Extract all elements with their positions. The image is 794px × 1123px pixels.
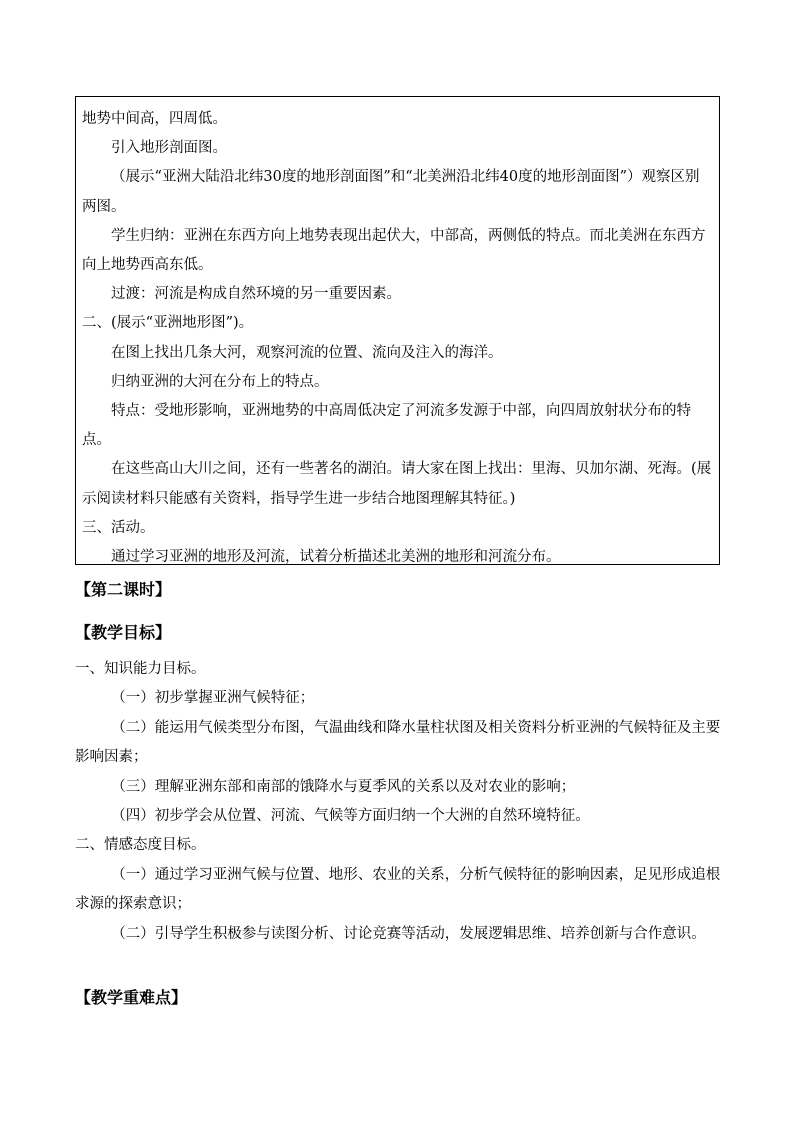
teaching-goals-section (75, 655, 725, 949)
lesson-content-box (75, 96, 720, 565)
heading-key-points: 【教学重难点】 (75, 988, 188, 1007)
heading-lesson-2: 【第二课时】 (75, 580, 172, 599)
box-line: 二、(展示“亚洲地形图”)。 (82, 315, 254, 332)
knowledge-goals-title: 一、知识能力目标。 (75, 661, 206, 677)
goal-item: （四）初步学会从位置、河流、气候等方面归纳一个大洲的自然环境特征。 (111, 808, 590, 825)
box-line: 在图上找出几条大河，观察河流的位置、流向及注入的海洋。 (111, 344, 503, 361)
goal-item: （二）能运用气候类型分布图，气温曲线和降水量柱状图及相关资料分析亚洲的气候特征及主要影响因素； (75, 719, 721, 766)
goal-item: （三）理解亚洲东部和南部的饿降水与夏季风的关系以及对农业的影响； (111, 778, 576, 795)
box-line: 学生归纳：亚洲在东西方向上地势表现出起伏大，中部高，两侧低的特点。而北美洲在东西方向上地势西高东低。 (82, 227, 706, 274)
box-line: 特点：受地形影响，亚洲地势的中高周低决定了河流多发源于中部，向四周放射状分布的特点。 (82, 403, 691, 449)
box-line: 在这些高山大川之间，还有一些著名的湖泊。请大家在图上找出：里海、贝加尔湖、死海。(展示阅读材料只能感有关资料，指导学生进一步结合地图理解其特征。) (82, 461, 712, 507)
box-line: 过渡：河流是构成自然环境的另一重要因素。 (111, 286, 401, 303)
goal-item: （二）引导学生积极参与读图分析、讨论竞赛等活动，发展逻辑思维、培养创新与合作意识。 (111, 925, 706, 942)
box-line: 地势中间高，四周低。 (82, 111, 227, 127)
box-line: 通过学习亚洲的地形及河流，试着分析描述北美洲的地形和河流分布。 (111, 549, 561, 566)
heading-teaching-goals: 【教学目标】 (75, 623, 172, 642)
goal-item: （一）通过学习亚洲气候与位置、地形、农业的关系，分析气候特征的影响因素，足见形成追根求源的探索意识； (75, 866, 721, 913)
goal-item: （一）初步掌握亚洲气候特征； (111, 690, 315, 707)
attitude-goals-title: 二、情感态度目标。 (75, 837, 206, 854)
box-line: （展示“亚洲大陆沿北纬30度的地形剖面图”和“北美洲沿北纬40度的地形剖面图”）观察区别两图。 (82, 169, 700, 215)
box-line: 三、活动。 (82, 519, 155, 536)
box-line: 引入地形剖面图。 (111, 140, 227, 157)
box-line: 归纳亚洲的大河在分布上的特点。 (111, 373, 329, 390)
